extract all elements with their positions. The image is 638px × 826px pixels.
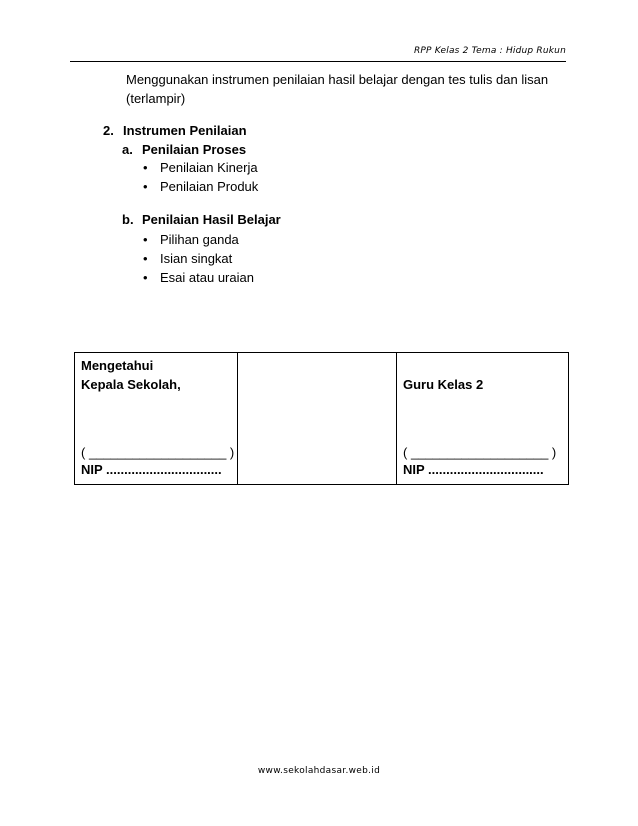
list-item-text: Pilihan ganda: [160, 232, 239, 247]
section-2-title: Instrumen Penilaian: [123, 123, 247, 138]
principal-name-line: ( ___________________ ): [81, 445, 235, 460]
list-item-text: Esai atau uraian: [160, 270, 254, 285]
signature-table: [74, 352, 569, 485]
principal-nip: NIP ................................: [81, 462, 222, 477]
subsection-a-list: [143, 158, 259, 196]
acknowledged-label: Mengetahui: [81, 358, 154, 373]
intro-paragraph: Menggunakan instrumen penilaian hasil belajar dengan tes tulis dan lisan (terlampir): [126, 72, 549, 106]
list-item-text: Penilaian Produk: [160, 179, 259, 194]
list-item: [143, 249, 254, 268]
list-item: [143, 230, 254, 249]
page-footer-url: www.sekolahdasar.web.id: [257, 766, 381, 776]
subsection-b-heading: [122, 212, 281, 227]
signature-cell-empty: [238, 353, 397, 485]
subsection-a-title: Penilaian Proses: [142, 142, 247, 157]
principal-title: Kepala Sekolah,: [81, 377, 181, 392]
list-item: [143, 177, 259, 196]
bullet-icon: •: [143, 251, 148, 266]
bullet-icon: •: [143, 270, 148, 285]
subsection-b-title: Penilaian Hasil Belajar: [142, 212, 281, 227]
subsection-a-label: a.: [122, 142, 133, 157]
bullet-icon: •: [143, 179, 148, 194]
section-2-number: 2.: [103, 123, 114, 138]
signature-cell-teacher: [397, 353, 569, 485]
list-item: [143, 158, 258, 177]
subsection-b-label: b.: [122, 212, 134, 227]
list-item-text: Isian singkat: [160, 251, 233, 266]
teacher-name-line: ( ___________________ ): [403, 445, 557, 460]
page-header-title: RPP Kelas 2 Tema : Hidup Rukun: [413, 46, 566, 56]
header-divider: [70, 61, 566, 62]
bullet-icon: •: [143, 232, 148, 247]
section-2-heading: [103, 123, 247, 138]
subsection-b-list: [143, 230, 254, 287]
list-item-text: Penilaian Kinerja: [160, 160, 258, 175]
subsection-a-heading: [122, 142, 246, 157]
signature-cell-principal: [75, 353, 238, 485]
teacher-title: Guru Kelas 2: [403, 377, 484, 392]
teacher-nip: NIP ................................: [403, 462, 544, 477]
list-item: [143, 268, 254, 287]
bullet-icon: •: [143, 160, 148, 175]
